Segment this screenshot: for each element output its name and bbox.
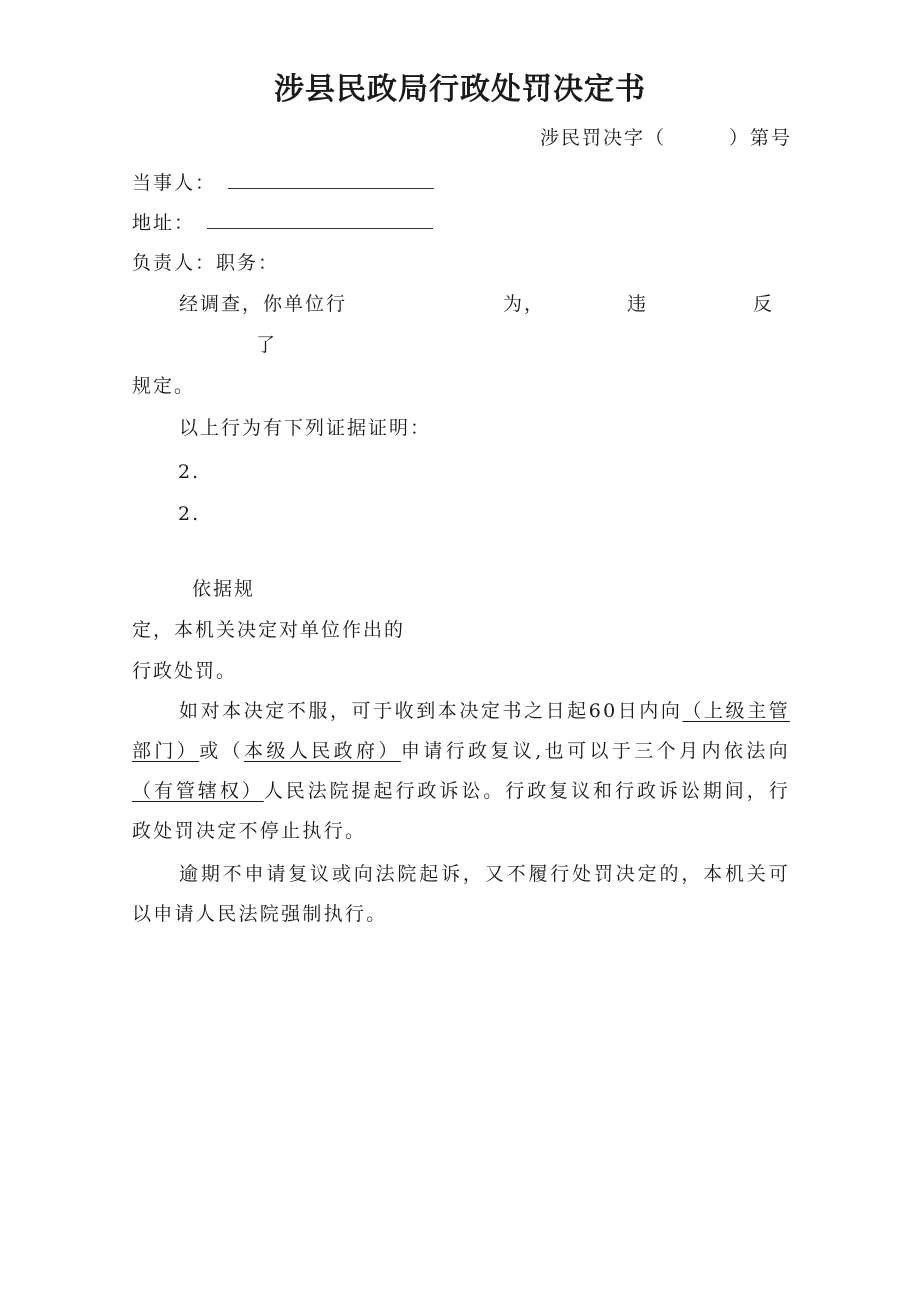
- basis-line-2: 定，本机关决定对单位作出的: [132, 619, 406, 641]
- investigation-part-4: 反: [753, 293, 775, 315]
- document-title: 涉县民政局行政处罚决定书: [274, 72, 646, 107]
- jurisdiction-blank: （有管辖权）: [132, 780, 264, 802]
- basis-line-3: 行政处罚。: [132, 660, 238, 682]
- evidence-intro: 以上行为有下列证据证明：: [179, 417, 432, 439]
- investigation-part-3: 违: [627, 293, 649, 315]
- enforcement-paragraph: 逾期不申请复议或向法院起诉，又不履行处罚决定的，本机关可以申请人民法院强制执行。: [132, 863, 790, 925]
- document-number: 涉民罚决字（ ）第号: [540, 127, 793, 149]
- government-blank: 本级人民政府）: [244, 740, 401, 762]
- appeal-text: 申请行政复议,也可以于三个月内依法向: [400, 740, 790, 762]
- basis-line-1: 依据规: [192, 578, 256, 600]
- appeal-text: 人民法院提起行政诉讼。行政复议和行政诉讼期间，行政处罚决定不停止执行。: [132, 780, 790, 842]
- investigation-part-5: 了: [256, 334, 278, 356]
- address-blank-line: [207, 210, 433, 229]
- investigation-part-2: 为，: [503, 293, 546, 315]
- investigation-part-6: 规定。: [132, 375, 196, 397]
- appeal-text: 或（: [199, 740, 245, 762]
- responsible-label: 负责人：职务：: [132, 252, 280, 274]
- investigation-part-1: 经调查，你单位行: [179, 293, 348, 315]
- superior-department-blank: （上级主管部门）: [132, 700, 790, 762]
- evidence-item: 2.: [178, 461, 201, 483]
- evidence-item: 2.: [178, 503, 201, 525]
- party-field: [132, 170, 434, 195]
- party-blank-line: [228, 170, 434, 189]
- party-label: 当事人：: [132, 172, 217, 194]
- address-field: [132, 210, 433, 235]
- appeal-text: 如对本决定不服，可于收到本决定书之日起60日内向: [179, 700, 683, 722]
- address-label: 地址：: [132, 212, 196, 234]
- appeal-paragraph: [132, 691, 790, 851]
